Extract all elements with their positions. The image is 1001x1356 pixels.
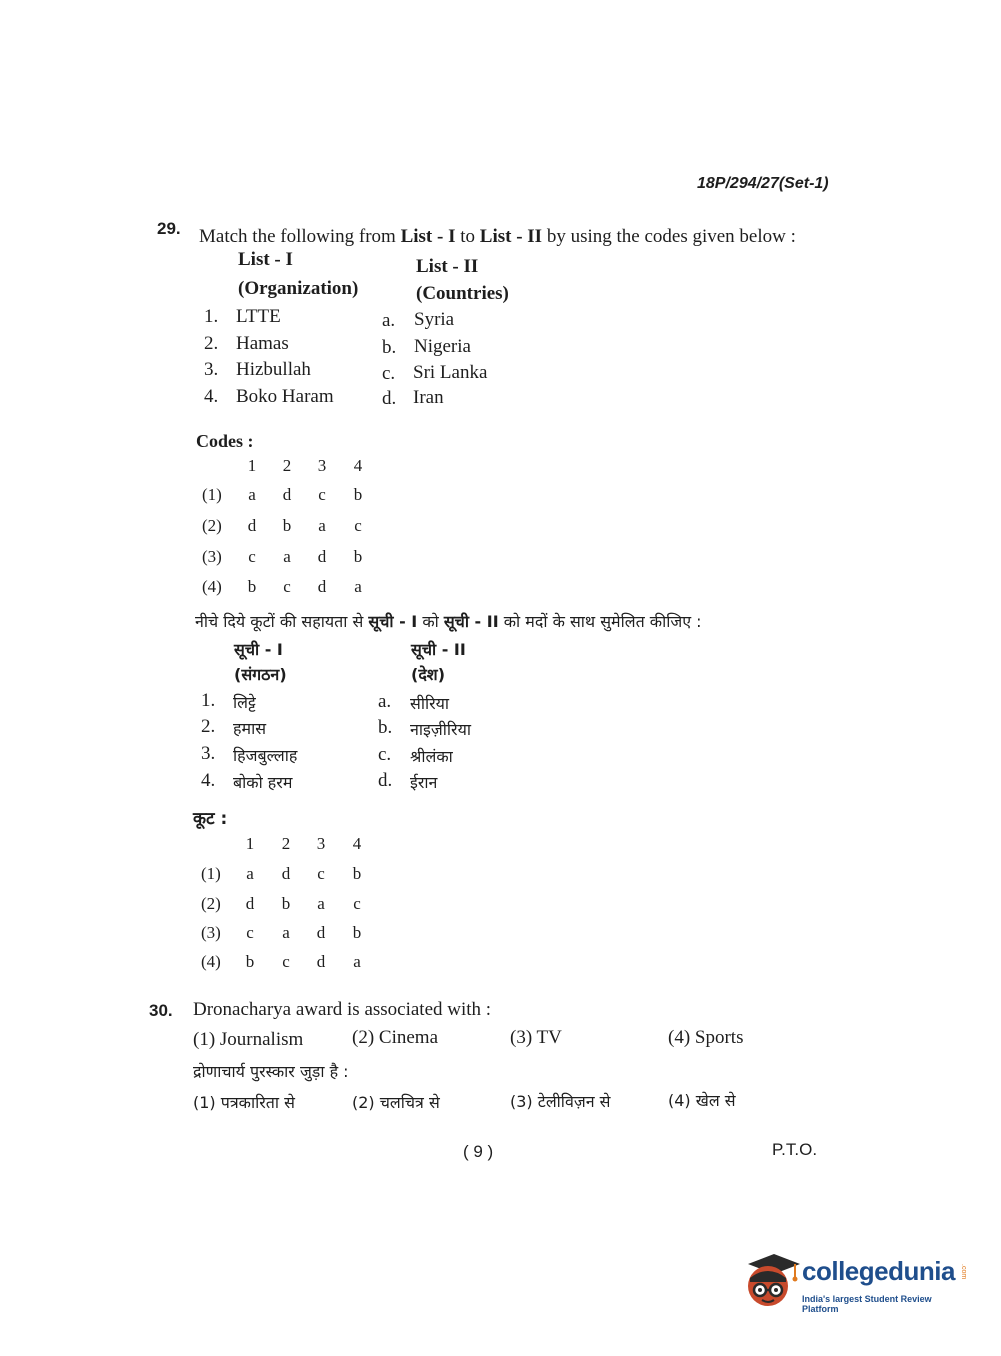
- codes-cell: b: [353, 547, 363, 566]
- q29-stem-hi-list2: सूची - II: [443, 612, 499, 631]
- logo-com: .com: [960, 1264, 967, 1280]
- q29-stem-part: to: [460, 226, 476, 247]
- codes-row-label: (2): [201, 894, 221, 913]
- codes-cell: c: [354, 516, 362, 535]
- list1-title-hi: सूची - I: [234, 640, 283, 659]
- list1-item-num: 3.: [204, 359, 219, 380]
- list2-subtitle: (Countries): [416, 283, 509, 304]
- list1-hi-num: 2.: [201, 716, 216, 737]
- codes-cell: b: [352, 923, 362, 942]
- codes-cell: c: [248, 547, 256, 566]
- codes-cell: d: [316, 952, 326, 971]
- q30-stem-en: Dronacharya award is associated with :: [193, 999, 492, 1020]
- codes-cell: a: [282, 923, 290, 942]
- q29-stem-en: [199, 226, 796, 248]
- codes-cell: c: [318, 485, 326, 504]
- codes-row-label: (1): [202, 485, 222, 504]
- list1-item-num: 1.: [204, 306, 219, 327]
- q29-stem-hi-part: को: [422, 612, 439, 631]
- list2-hi-num: d.: [378, 770, 393, 791]
- codes-row-label: (2): [202, 516, 222, 535]
- list2-item-num: a.: [382, 310, 396, 331]
- codes-label-hi: कूट :: [193, 809, 228, 829]
- codes-cell: b: [245, 952, 255, 971]
- q29-stem-hi: [195, 610, 702, 632]
- list2-hi-num: c.: [378, 744, 392, 765]
- logo-wordmark: collegedunia: [802, 1256, 955, 1286]
- codes-cell: d: [282, 485, 292, 504]
- codes-cell: d: [316, 923, 326, 942]
- list2-item-num: c.: [382, 363, 396, 384]
- list2-hi-num: a.: [378, 691, 392, 712]
- list2-hi-num: b.: [378, 717, 393, 738]
- question-number-29: 29.: [157, 219, 181, 238]
- list2-title: List - II: [416, 256, 479, 277]
- list2-title-hi: सूची - II: [411, 640, 466, 659]
- list1-item-text: Hizbullah: [236, 359, 311, 380]
- list2-hi-text: श्रीलंका: [410, 747, 453, 766]
- list1-item-num: 4.: [204, 386, 219, 407]
- list1-title: List - I: [238, 249, 293, 270]
- codes-row-label: (3): [201, 923, 221, 942]
- codes-cell: c: [246, 923, 254, 942]
- q29-stem-hi-list1: सूची - I: [368, 612, 418, 631]
- codes-cell: d: [317, 547, 327, 566]
- list2-item-text: Iran: [413, 387, 444, 408]
- codes-header-cell: 2: [282, 456, 292, 475]
- codes-cell: a: [354, 577, 362, 596]
- list2-hi-text: सीरिया: [410, 694, 450, 713]
- codes-cell: a: [317, 894, 325, 913]
- codes-header-cell: 1: [247, 456, 257, 475]
- list2-subtitle-hi: (देश): [411, 665, 446, 684]
- codes-header-cell: 4: [352, 834, 362, 853]
- codes-cell: c: [283, 577, 291, 596]
- list1-hi-text: हिजबुल्लाह: [233, 746, 298, 765]
- q30-option-hi: (1) पत्रकारिता से: [193, 1093, 295, 1112]
- codes-row-label: (3): [202, 547, 222, 566]
- logo-tagline: India's largest Student Review Platform: [802, 1294, 932, 1314]
- list1-hi-text: बोको हरम: [233, 773, 293, 792]
- codes-cell: b: [282, 516, 292, 535]
- q29-stem-list1: List - I: [400, 226, 456, 247]
- q30-option-en: (1) Journalism: [193, 1029, 304, 1050]
- list2-item-num: b.: [382, 337, 397, 358]
- q29-stem-part: by using the codes given below :: [546, 226, 796, 247]
- codes-cell: c: [282, 952, 290, 971]
- codes-cell: d: [247, 516, 257, 535]
- q30-option-hi: (2) चलचित्र से: [352, 1093, 440, 1112]
- codes-cell: a: [248, 485, 256, 504]
- q29-stem-hi-part: को मदों के साथ सुमेलित कीजिए :: [503, 612, 702, 631]
- codes-cell: d: [281, 864, 291, 883]
- pto-label: P.T.O.: [772, 1140, 818, 1159]
- q29-stem-list2: List - II: [479, 226, 543, 247]
- codes-header-cell: 1: [245, 834, 255, 853]
- list2-item-num: d.: [382, 388, 397, 409]
- codes-cell: d: [245, 894, 255, 913]
- codes-cell: b: [353, 485, 363, 504]
- codes-row-label: (4): [201, 952, 221, 971]
- codes-header-cell: 3: [316, 834, 326, 853]
- list1-hi-num: 4.: [201, 770, 216, 791]
- q29-stem-part: Match the following from: [199, 226, 396, 247]
- list1-hi-num: 3.: [201, 743, 216, 764]
- codes-cell: a: [246, 864, 254, 883]
- question-number-30: 30.: [149, 1001, 173, 1020]
- page-number: ( 9 ): [463, 1142, 494, 1161]
- codes-cell: a: [318, 516, 326, 535]
- codes-cell: c: [353, 894, 361, 913]
- codes-label-en: Codes :: [196, 431, 254, 451]
- codes-cell: c: [317, 864, 325, 883]
- codes-header-cell: 2: [281, 834, 291, 853]
- list2-item-text: Nigeria: [414, 336, 471, 357]
- codes-row-label: (4): [202, 577, 222, 596]
- list1-item-num: 2.: [204, 333, 219, 354]
- list1-subtitle: (Organization): [238, 278, 359, 299]
- codes-cell: b: [281, 894, 291, 913]
- q30-option-en: (3) TV: [510, 1027, 562, 1048]
- list2-hi-text: नाइज़ीरिया: [410, 720, 472, 739]
- q30-stem-hi: द्रोणाचार्य पुरस्कार जुड़ा है :: [193, 1062, 349, 1081]
- list1-subtitle-hi: (संगठन): [234, 665, 287, 684]
- codes-cell: d: [317, 577, 327, 596]
- q30-option-en: (2) Cinema: [352, 1027, 439, 1048]
- list1-hi-text: लिट्टे: [233, 693, 256, 712]
- list1-hi-text: हमास: [233, 719, 267, 738]
- set-code: 18P/294/27(Set-1): [697, 175, 829, 192]
- q29-stem-hi-part: नीचे दिये कूटों की सहायता से: [195, 612, 364, 631]
- codes-cell: b: [247, 577, 257, 596]
- codes-cell: a: [353, 952, 361, 971]
- list2-item-text: Sri Lanka: [413, 362, 488, 383]
- codes-header-cell: 4: [353, 456, 363, 475]
- codes-row-label: (1): [201, 864, 221, 883]
- list1-item-text: LTTE: [236, 306, 281, 327]
- codes-header-cell: 3: [317, 456, 327, 475]
- list2-hi-text: ईरान: [410, 773, 438, 792]
- codes-cell: b: [352, 864, 362, 883]
- mascot-icon: [740, 1250, 800, 1312]
- collegedunia-logo: [740, 1250, 970, 1320]
- list2-item-text: Syria: [414, 309, 455, 330]
- list1-item-text: Hamas: [236, 333, 289, 354]
- codes-cell: a: [283, 547, 291, 566]
- list1-hi-num: 1.: [201, 690, 216, 711]
- q30-option-hi: (4) खेल से: [668, 1091, 736, 1110]
- q30-option-en: (4) Sports: [668, 1027, 744, 1048]
- q30-option-hi: (3) टेलीविज़न से: [510, 1092, 611, 1111]
- list1-item-text: Boko Haram: [236, 386, 334, 407]
